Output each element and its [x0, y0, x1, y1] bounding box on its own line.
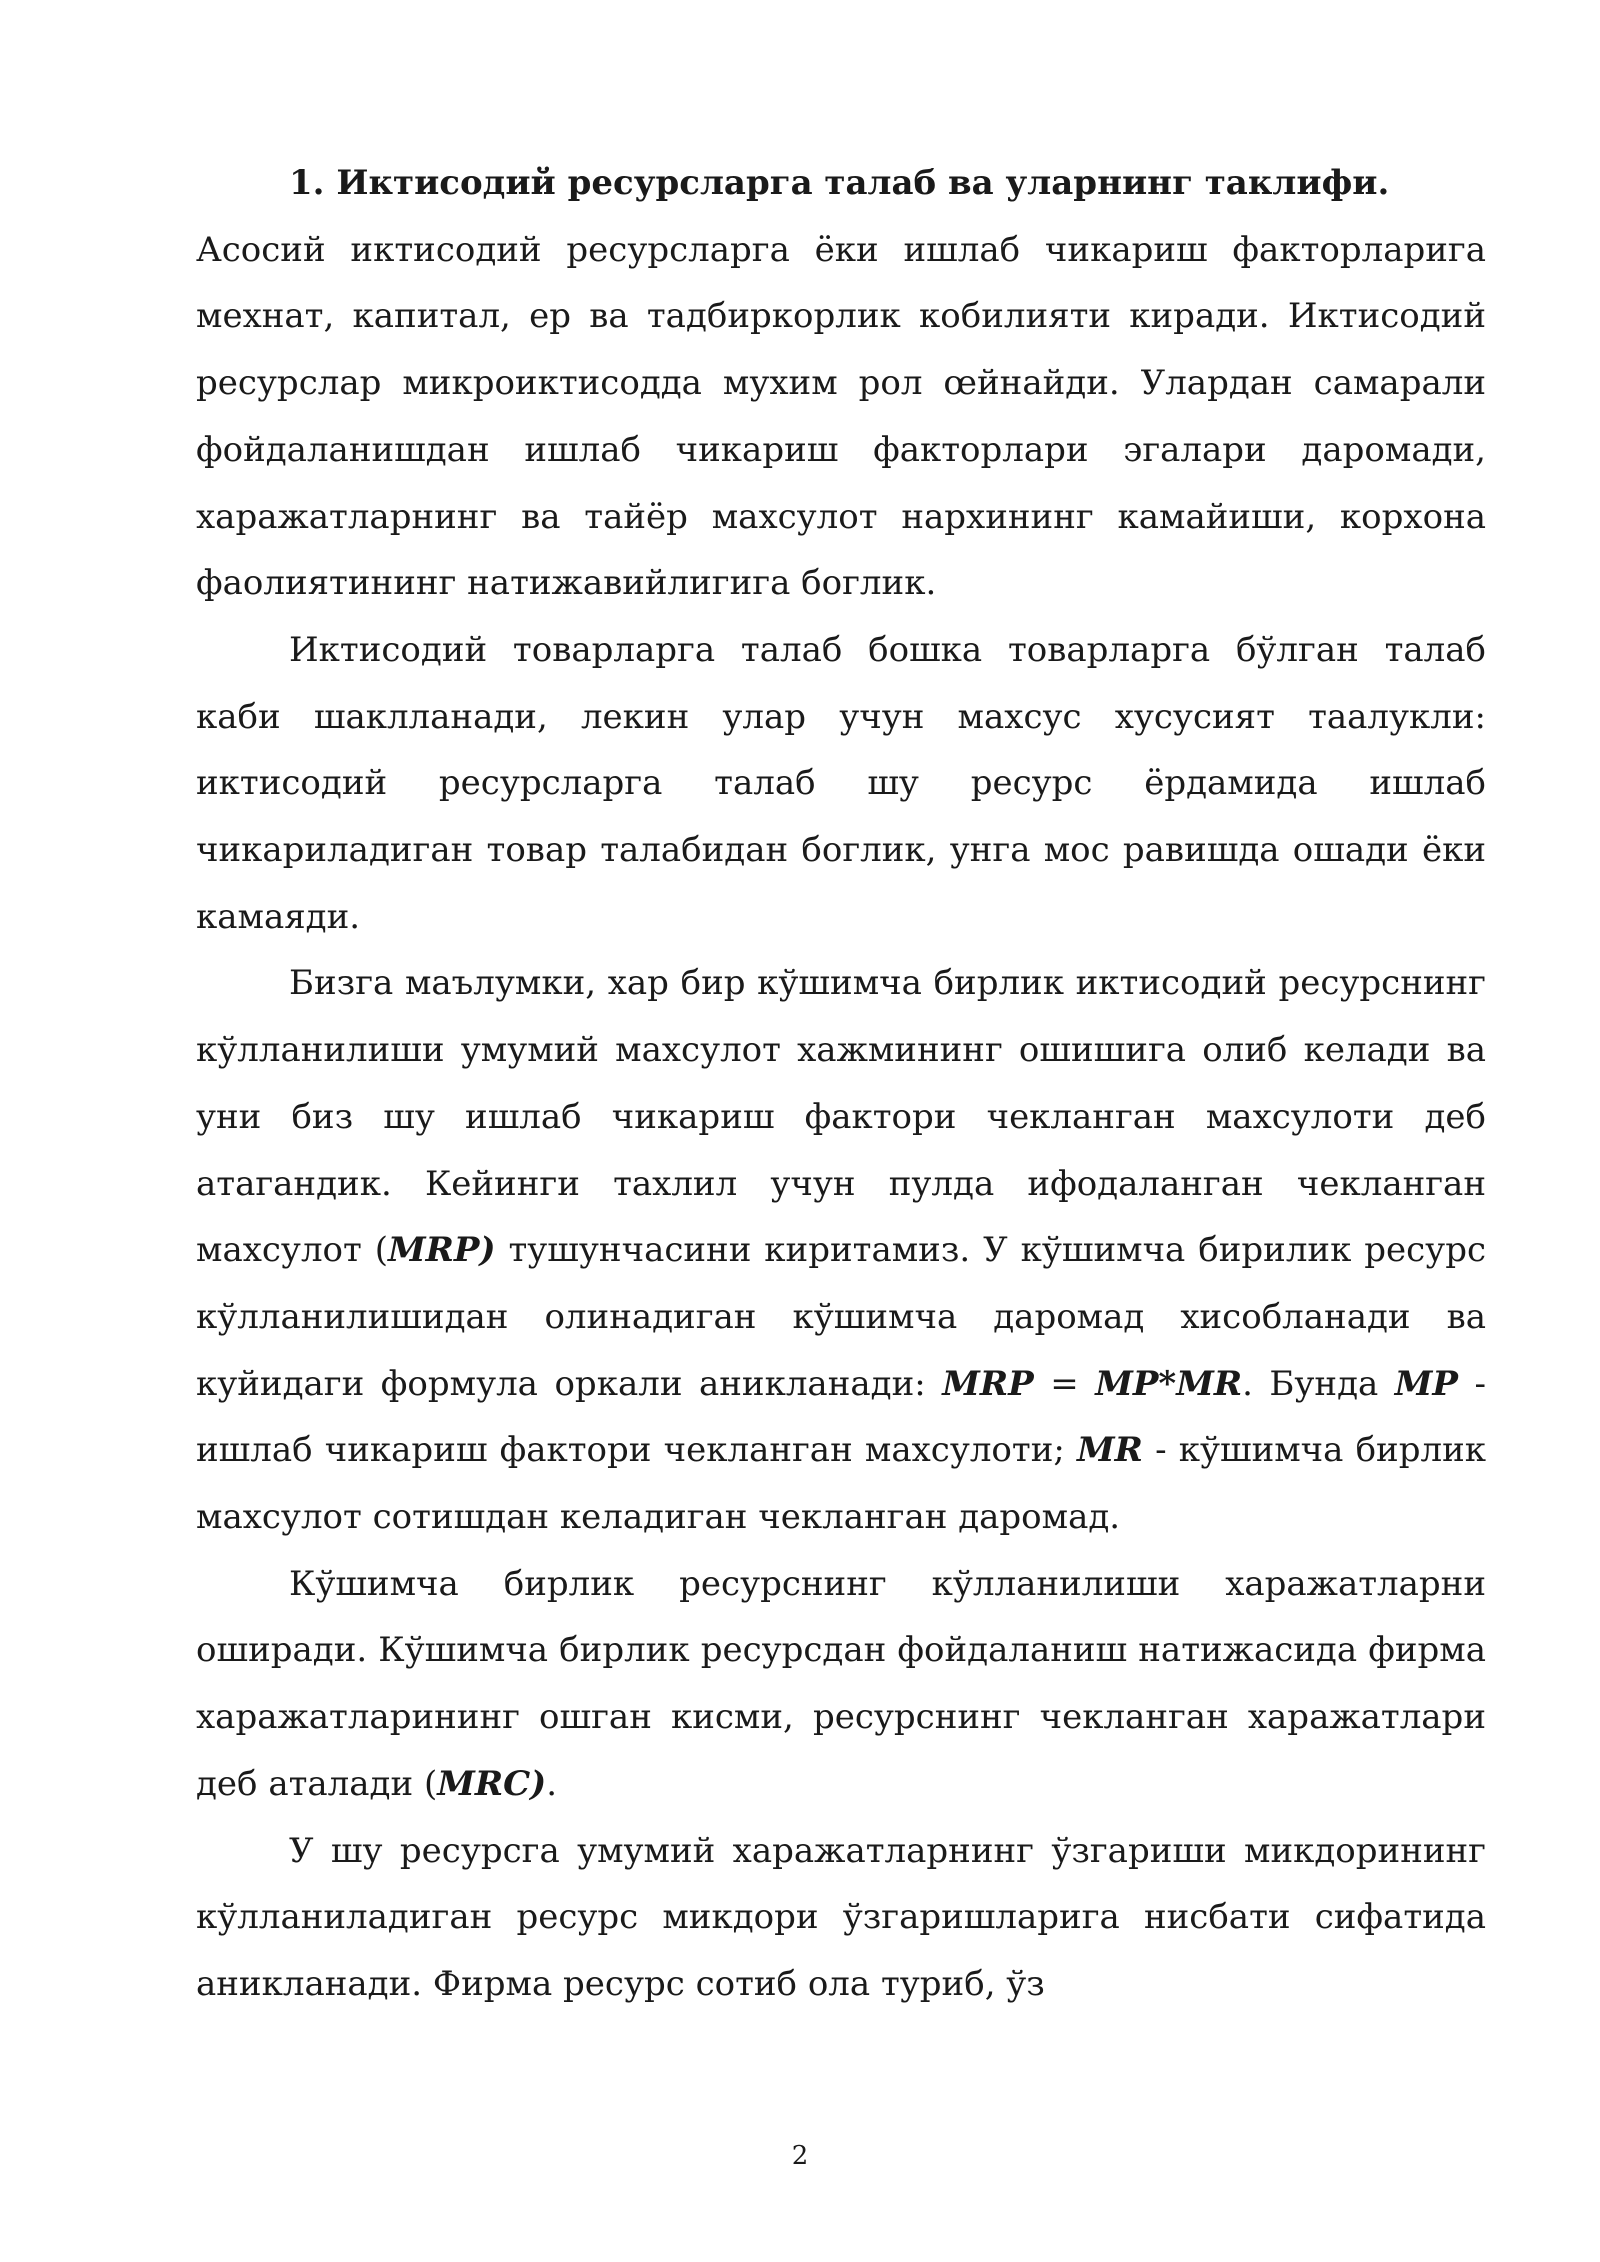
formula-mrp-term: MRP): [388, 1230, 496, 1271]
formula-mrc-term: MRC): [437, 1763, 547, 1804]
formula-mr: MR: [1077, 1430, 1143, 1471]
paragraph-4: [196, 1551, 1486, 1818]
formula-mp: MP: [1394, 1363, 1458, 1404]
paragraph-3-text-6: - кўшимча бирлик махсулот сотишдан келадиган чекланган даромад.: [196, 1430, 1486, 1538]
paragraph-3: [196, 950, 1486, 1550]
paragraph-1: Асосий иктисодий ресурсларга ёки ишлаб чикариш факторларига мехнат, капитал, ер ва тадбиркорлик кобилияти киради. Иктисодий ресурслар микроиктисодда мухим рол œйнайди. Улардан самарали фойдаланишдан ишлаб чикариш факторлари эгалари даромади, харажатларнинг ва тайёр махсулот нархининг камайиши, корхона фаолиятининг натижавийлигига боглик.: [196, 229, 1486, 604]
paragraph-4-text-2: .: [546, 1763, 558, 1804]
paragraph-3-text-2: тушунчасини киритамиз. У кўшимча бирилик ресурс кўлланилишидан олинадиган кўшимча даромад хисобланади ва куйидаги формула оркали аникланади:: [196, 1230, 1486, 1404]
page-content: [196, 150, 1486, 2018]
paragraph-2: Иктисодий товарларга талаб бошка товарларга бўлган талаб каби шаклланади, лекин улар учун махсус хусусият таалукли: иктисодий ресурсларга талаб шу ресурс ёрдамида ишлаб чикариладиган товар талабидан боглик, унга мос равишда ошади ёки камаяди.: [196, 629, 1486, 937]
paragraph-3-text-1: Бизга маълумки, хар бир кўшимча бирлик иктисодий ресурснинг кўлланилиши умумий махсулот хажмининг ошишига олиб келади ва уни биз шу ишлаб чикариш фактори чекланган махсулоти деб атагандик. Кейинги тахлил учун пулда ифодаланган чекланган махсулот (: [196, 963, 1486, 1271]
formula-mrp: MRP: [942, 1363, 1034, 1404]
paragraph-5: У шу ресурсга умумий харажатларнинг ўзгариши микдорининг кўлланиладиган ресурс микдори ўзгаришларига нисбати сифатида аникланади. Фирма ресурс сотиб ола туриб, ўз: [196, 1830, 1486, 2004]
formula-mp-mr: MP*MR: [1095, 1363, 1243, 1404]
formula-equals: =: [1033, 1363, 1096, 1404]
paragraph-4-text-1: Кўшимча бирлик ресурснинг кўлланилиши харажатларни оширади. Кўшимча бирлик ресурсдан фойдаланиш натижасида фирма харажатларининг ошган кисми, ресурснинг чекланган харажатлари деб аталади (: [196, 1563, 1486, 1804]
paragraph-3-text-5: - ишлаб чикариш фактори чекланган махсулоти;: [196, 1363, 1487, 1471]
section-heading: 1. Иктисодий ресурсларга талаб ва уларнинг таклифи.: [289, 163, 1390, 203]
page-number: 2: [791, 2141, 809, 2171]
paragraph-3-text-4: . Бунда: [1242, 1363, 1395, 1404]
